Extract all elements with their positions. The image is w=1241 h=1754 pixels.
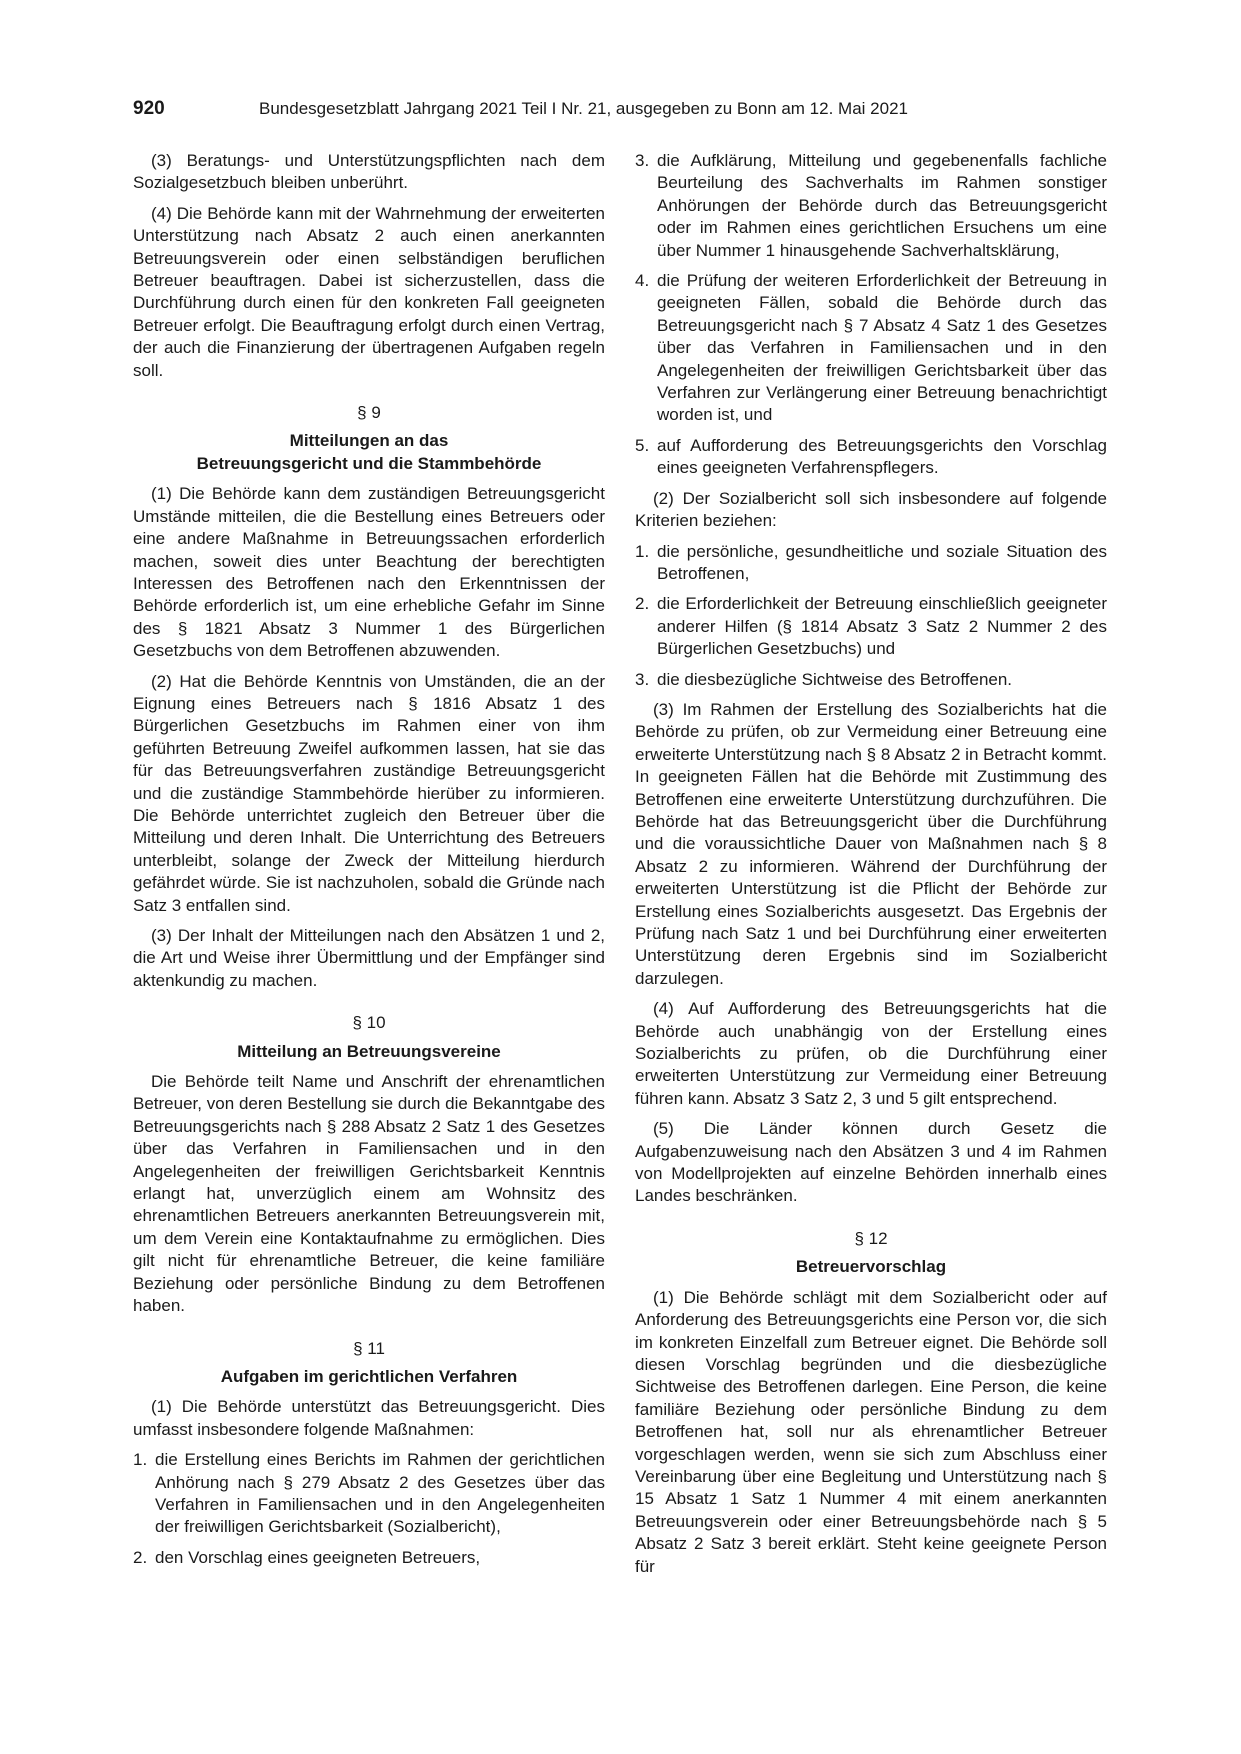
section-title: Aufgaben im gerichtlichen Verfahren — [220, 1366, 518, 1386]
section-title: Mitteilung an Betreuungsvereine — [237, 1041, 501, 1061]
list-number: 3. — [635, 669, 650, 689]
list-item — [635, 593, 1107, 660]
paragraph: (2) Der Sozialbericht soll sich insbesondere auf folgende Kriterien beziehen: — [635, 488, 1107, 531]
gazette-title: Bundesgesetzblatt Jahrgang 2021 Teil I Nr. 21, ausgegeben zu Bonn am 12. Mai 2021 — [259, 99, 908, 118]
paragraph: (3) Der Inhalt der Mitteilungen nach den Absätzen 1 und 2, die Art und Weise ihrer Übermittlung und der Empfänger sind aktenkundig zu machen. — [133, 926, 605, 990]
section-title-line: Betreuungsgericht und die Stammbehörde — [196, 453, 542, 473]
list-number: 1. — [133, 1450, 148, 1470]
list-text: die Aufklärung, Mitteilung und gegebenenfalls fachliche Beurteilung des Sachverhalts im Rahmen sonstiger Anhörungen der Behörde durch das Betreuungsgericht oder im Rahmen eines gerichtlichen Ersuchens um eine über Nummer 1 hinausgehende Sachverhaltsklärung, — [657, 151, 1107, 260]
list-text: den Vorschlag eines geeigneten Betreuers, — [155, 1547, 481, 1567]
paragraph: (2) Hat die Behörde Kenntnis von Umständen, die an der Eignung eines Betreuers nach § 1816 Absatz 1 des Bürgerlichen Gesetzbuchs im Rahmen einer von ihm geführten Betreuung Zweifel aufkommen lassen, hat sie das für das Betreuungsverfahren zuständige Betreuungsgericht und die zuständige Stammbehörde hierüber zu informieren. Die Behörde unterrichtet zugleich den Betreuer über die Mitteilung und deren Inhalt. Die Unterrichtung des Betreuers unterbleibt, solange der Zweck der Mitteilung hierdurch gefährdet würde. Sie ist nachzuholen, sobald die Gründe nach Satz 3 entfallen sind. — [133, 671, 605, 915]
list-item — [635, 541, 1107, 586]
section-number: § 12 — [854, 1228, 888, 1248]
section-number: § 10 — [352, 1013, 386, 1033]
list-number: 3. — [635, 151, 650, 170]
list-text: die Erstellung eines Berichts im Rahmen der gerichtlichen Anhörung nach § 279 Absatz 2 des Gesetzes über das Verfahren in Familiensachen und in den Angelegenheiten der freiwilligen Gerichtsbarkeit (Sozialbericht), — [155, 1450, 605, 1537]
paragraph: (1) Die Behörde kann dem zuständigen Betreuungsgericht Umstände mitteilen, die die Bestellung eines Betreuers oder eine andere Maßnahme in Betreuungssachen erforderlich machen, soweit dies unter Beachtung der berechtigten Interessen des Betroffenen nach den Erkenntnissen der Behörde erforderlich ist, um eine erhebliche Gefahr im Sinne des § 1821 Absatz 3 Nummer 1 des Bürgerlichen Gesetzbuchs von dem Betroffenen abzuwenden. — [133, 484, 605, 661]
list-number: 2. — [133, 1547, 148, 1567]
numbered-list — [133, 1449, 605, 1569]
list-item — [635, 669, 1107, 691]
right-column — [635, 150, 1107, 1586]
list-item — [635, 435, 1107, 480]
paragraph: (3) Im Rahmen der Erstellung des Sozialberichts hat die Behörde zu prüfen, ob zur Vermeidung einer Betreuung eine erweiterte Unterstützung nach § 8 Absatz 2 in Betracht kommt. In geeigneten Fällen hat die Behörde mit Zustimmung des Betroffenen eine erweiterte Unterstützung durchzuführen. Die Behörde hat das Betreuungsgericht über die Durchführung und die voraussichtliche Dauer von Maßnahmen nach § 8 Absatz 2 zu informieren. Während der Durchführung der erweiterten Unterstützung ist die Pflicht der Behörde zur Erstellung eines Sozialberichts ausgesetzt. Das Ergebnis der Prüfung nach Satz 1 und bei Durchführung einer erweiterten Unterstützung deren Ergebnis sind im Sozialbericht darzulegen. — [635, 699, 1107, 988]
paragraph: (1) Die Behörde schlägt mit dem Sozialbericht oder auf Anforderung des Betreuungsgerichts eine Person vor, die sich im konkreten Einzelfall zum Betreuer eignet. Die Behörde soll diesen Vorschlag begründen und die diesbezügliche Sichtweise des Betroffenen darlegen. Eine Person, die keine familiäre Beziehung oder persönliche Bindung zu dem Betroffenen hat, soll nur als ehrenamtlicher Betreuer vorgeschlagen werden, wenn sie sich zum Abschluss einer Vereinbarung über eine Begleitung und Unterstützung nach § 15 Absatz 1 Satz 1 Nummer 4 mit einem anerkannten Betreuungsverein oder einer Betreuungsbehörde nach § 5 Absatz 2 Satz 3 bereit erklärt. Steht keine geeignete Person für — [635, 1287, 1107, 1576]
paragraph: (5) Die Länder können durch Gesetz die Aufgabenzuweisung nach den Absätzen 3 und 4 im Rahmen von Modellprojekten auf einzelne Behörden innerhalb eines Landes beschränken. — [635, 1119, 1107, 1206]
paragraph: (4) Auf Aufforderung des Betreuungsgerichts hat die Behörde auch unabhängig von der Erstellung eines Sozialberichts zu prüfen, ob die Durchführung einer erweiterten Unterstützung zur Vermeidung einer Betreuung führen kann. Absatz 3 Satz 2, 3 und 5 gilt entsprechend. — [635, 999, 1107, 1108]
numbered-list — [635, 541, 1107, 691]
section-number: § 11 — [353, 1338, 385, 1358]
paragraph: Die Behörde teilt Name und Anschrift der ehrenamtlichen Betreuer, von deren Bestellung sie durch die Bekanntgabe des Betreuungsgerichts nach § 288 Absatz 2 Satz 1 des Gesetzes über das Verfahren in Familiensachen und in den Angelegenheiten der freiwilligen Gerichtsbarkeit Kenntnis erlangt hat, unverzüglich einem am Wohnsitz des ehrenamtlichen Betreuers anerkannten Betreuungsverein mit, um dem Verein eine Kontaktaufnahme zu ermöglichen. Dies gilt nicht für ehrenamtliche Betreuer, die keine familiäre Beziehung oder persönliche Bindung zu dem Betroffenen haben. — [133, 1072, 605, 1316]
list-number: 4. — [635, 271, 650, 291]
paragraph: (3) Beratungs- und Unterstützungspflichten nach dem Sozialgesetzbuch bleiben unberührt. — [133, 151, 605, 193]
list-number: 5. — [635, 435, 650, 455]
list-item — [635, 150, 1107, 262]
list-item — [133, 1547, 605, 1569]
list-text: auf Aufforderung des Betreuungsgerichts den Vorschlag eines geeigneten Verfahrenspflegers. — [657, 435, 1107, 478]
page-number: 920 — [133, 98, 165, 119]
numbered-list — [635, 150, 1107, 480]
list-text: die persönliche, gesundheitliche und soziale Situation des Betroffenen, — [657, 541, 1107, 583]
paragraph: (1) Die Behörde unterstützt das Betreuungsgericht. Dies umfasst insbesondere folgende Maßnahmen: — [133, 1397, 605, 1439]
list-number: 1. — [635, 541, 650, 561]
list-text: die Erforderlichkeit der Betreuung einschließlich geeigneter anderer Hilfen (§ 1814 Absatz 3 Satz 2 Nummer 2 des Bürgerlichen Gesetzbuchs) und — [657, 594, 1107, 659]
section-title: Betreuervorschlag — [795, 1257, 947, 1277]
section-number: § 9 — [357, 403, 381, 423]
list-number: 2. — [635, 594, 650, 614]
section-title-line: Mitteilungen an das — [289, 431, 449, 451]
left-column — [133, 150, 605, 1577]
list-text: die Prüfung der weiteren Erforderlichkeit der Betreuung in geeigneten Fällen, sobald die Behörde durch das Betreuungsgericht nach § 7 Absatz 4 Satz 1 des Gesetzes über das Verfahren in Familiensachen und in den Angelegenheiten der freiwilligen Gerichtsbarkeit über das Verfahren zur Verlängerung einer Betreuung benachrichtigt worden ist, und — [657, 271, 1107, 425]
list-item — [133, 1449, 605, 1539]
paragraph: (4) Die Behörde kann mit der Wahrnehmung der erweiterten Unterstützung nach Absatz 2 auch einen anerkannten Betreuungsverein oder einen selbständigen beruflichen Betreuer beauftragen. Dabei ist sicherzustellen, dass die Durchführung durch einen für den konkreten Fall geeigneten Betreuer erfolgt. Die Beauftragung erfolgt durch einen Vertrag, der auch die Finanzierung der übertragenen Aufgaben regeln soll. — [133, 203, 605, 380]
section-title — [133, 430, 605, 475]
list-item — [635, 270, 1107, 427]
list-text: die diesbezügliche Sichtweise des Betroffenen. — [657, 669, 1013, 689]
